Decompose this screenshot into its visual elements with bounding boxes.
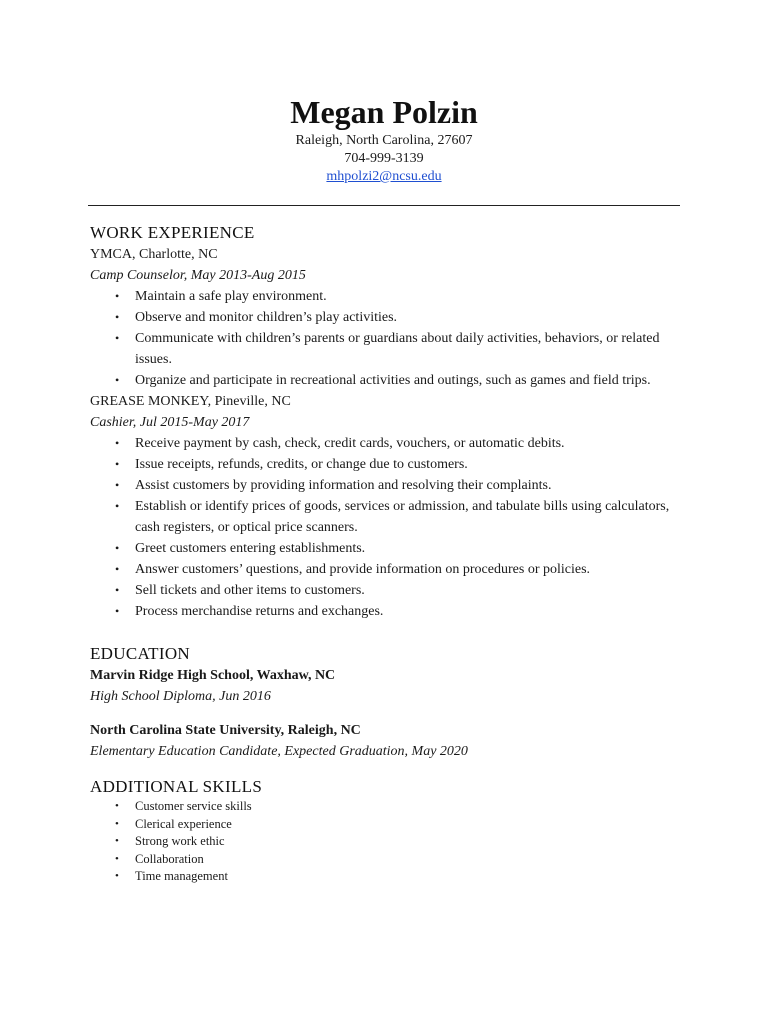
section-title-skills: ADDITIONAL SKILLS bbox=[90, 777, 263, 796]
bullet-icon: • bbox=[115, 852, 119, 865]
bullet-icon: • bbox=[115, 373, 120, 387]
bullet-icon: • bbox=[115, 436, 120, 450]
bullet-icon: • bbox=[115, 478, 120, 492]
bullet-icon: • bbox=[115, 817, 119, 830]
candidate-name: Megan Polzin bbox=[290, 94, 478, 130]
email-link[interactable]: mhpolzi2@ncsu.edu bbox=[326, 169, 442, 184]
bullet-icon: • bbox=[115, 331, 120, 345]
duty-text: Receive payment by cash, check, credit cards, vouchers, or automatic debits. bbox=[135, 436, 565, 451]
skill-text: Collaboration bbox=[135, 851, 204, 866]
duty-text: Establish or identify prices of goods, services or admission, and tabulate bills using calculators, cash registers, or optical price scanners. bbox=[135, 499, 670, 535]
job-entry bbox=[90, 244, 680, 391]
skill-text: Customer service skills bbox=[135, 799, 252, 813]
duty-text: Assist customers by providing information and resolving their complaints. bbox=[135, 478, 552, 493]
skill-item bbox=[90, 833, 680, 851]
duty-text: Communicate with children’s parents or guardians about daily activities, behaviors, or related issues. bbox=[135, 331, 660, 367]
duty-item bbox=[90, 496, 680, 538]
skill-item bbox=[90, 868, 680, 886]
bullet-icon: • bbox=[115, 583, 120, 597]
bullet-icon: • bbox=[115, 870, 119, 882]
duty-text: Issue receipts, refunds, credits, or change due to customers. bbox=[135, 457, 468, 472]
duty-text: Process merchandise returns and exchanges. bbox=[135, 604, 384, 619]
duty-item bbox=[90, 538, 680, 559]
bullet-icon: • bbox=[115, 310, 120, 324]
bullet-icon: • bbox=[115, 562, 120, 576]
duty-text: Organize and participate in recreational activities and outings, such as games and field trips. bbox=[135, 373, 651, 388]
duty-list bbox=[90, 286, 680, 391]
phone-text: 704-999-3139 bbox=[344, 151, 424, 166]
skills-list bbox=[90, 798, 680, 886]
education-entry bbox=[90, 720, 680, 762]
duty-item bbox=[90, 286, 680, 307]
duty-text: Greet customers entering establishments. bbox=[135, 541, 366, 556]
skill-text: Time management bbox=[135, 869, 228, 883]
duty-text: Answer customers’ questions, and provide information on procedures or policies. bbox=[135, 562, 591, 577]
skills-section bbox=[90, 776, 680, 886]
duty-text: Observe and monitor children’s play activities. bbox=[135, 310, 398, 325]
resume-header bbox=[0, 92, 768, 186]
duty-item bbox=[90, 454, 680, 475]
skill-text: Clerical experience bbox=[135, 816, 232, 831]
skill-item bbox=[90, 798, 680, 816]
duty-list bbox=[90, 433, 680, 622]
bullet-icon: • bbox=[115, 604, 120, 618]
duty-text: Sell tickets and other items to customers. bbox=[135, 583, 365, 598]
section-title-work: WORK EXPERIENCE bbox=[90, 223, 255, 242]
duty-item bbox=[90, 433, 680, 454]
location-text: Raleigh, North Carolina, 27607 bbox=[295, 133, 473, 148]
resume-body bbox=[90, 222, 680, 886]
work-experience-section bbox=[90, 222, 680, 622]
duty-item bbox=[90, 559, 680, 580]
bullet-icon: • bbox=[115, 457, 120, 471]
header-divider bbox=[88, 205, 680, 206]
duty-item bbox=[90, 307, 680, 328]
section-title-education: EDUCATION bbox=[90, 644, 190, 663]
job-role: Camp Counselor, May 2013-Aug 2015 bbox=[90, 268, 306, 283]
skill-item bbox=[90, 816, 680, 834]
duty-item bbox=[90, 580, 680, 601]
skill-text: Strong work ethic bbox=[135, 834, 225, 848]
degree-text: High School Diploma, Jun 2016 bbox=[90, 689, 271, 704]
bullet-icon: • bbox=[115, 800, 119, 812]
job-org: GREASE MONKEY, Pineville, NC bbox=[90, 394, 291, 409]
job-org: YMCA, Charlotte, NC bbox=[90, 247, 218, 262]
degree-text: Elementary Education Candidate, Expected Graduation, May 2020 bbox=[90, 744, 468, 759]
bullet-icon: • bbox=[115, 289, 120, 303]
job-role: Cashier, Jul 2015-May 2017 bbox=[90, 415, 250, 430]
education-entry bbox=[90, 665, 680, 707]
duty-text: Maintain a safe play environment. bbox=[135, 289, 327, 304]
duty-item bbox=[90, 328, 680, 370]
duty-item bbox=[90, 601, 680, 622]
bullet-icon: • bbox=[115, 835, 119, 847]
duty-item bbox=[90, 370, 680, 391]
bullet-icon: • bbox=[115, 541, 120, 555]
job-entry bbox=[90, 391, 680, 622]
school-name: Marvin Ridge High School, Waxhaw, NC bbox=[90, 668, 336, 683]
education-section bbox=[90, 643, 680, 762]
duty-item bbox=[90, 475, 680, 496]
bullet-icon: • bbox=[115, 499, 120, 513]
skill-item bbox=[90, 851, 680, 869]
school-name: North Carolina State University, Raleigh, NC bbox=[90, 723, 361, 738]
